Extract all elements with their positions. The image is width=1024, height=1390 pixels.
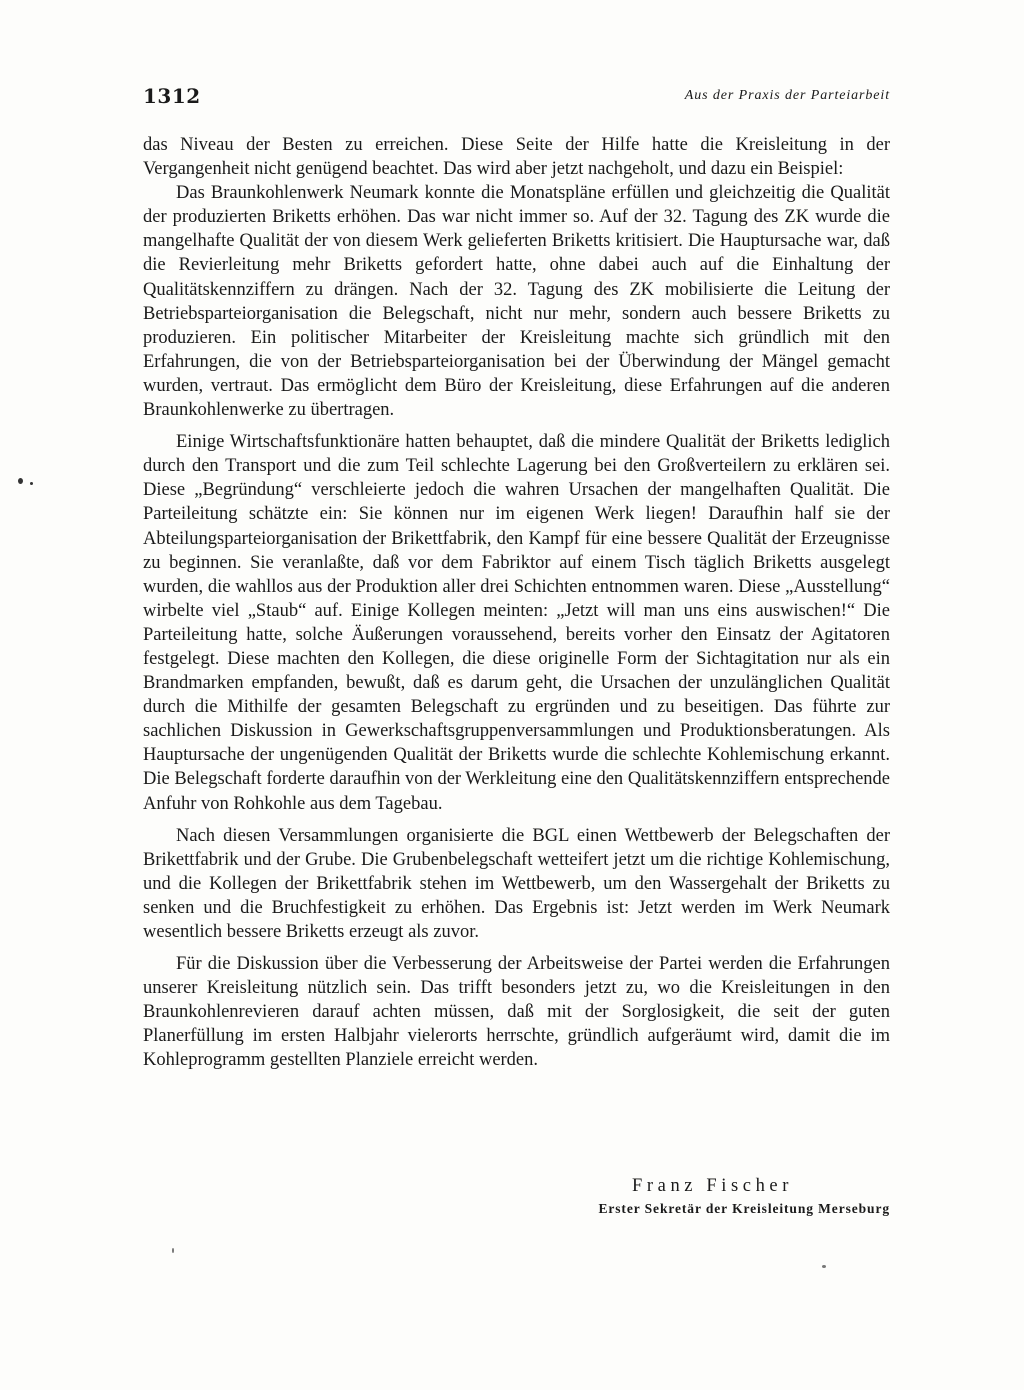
running-head: Aus der Praxis der Parteiarbeit xyxy=(684,88,890,103)
page-header xyxy=(143,84,890,112)
paragraph-3: Einige Wirtschaftsfunktionäre hatten behauptet, daß die mindere Qualität der Briketts lediglich durch den Transport und die zum Teil schlechte Lagerung bei den Großverteilern zu erklären sei. Diese „Begründung“ verschleierte jedoch die wahren Ursachen der mangelhaften Qualität. Die Parteileitung schätzte ein: Sie können nur im eigenen Werk liegen! Daraufhin half sie der Abteilungsparteiorganisation der Brikettfabrik, den Kampf für eine bessere Qualität der Erzeugnisse zu beginnen. Sie veranlaßte, daß vor dem Fabriktor auf einem Tisch täglich Briketts ausgelegt wurden, die wahllos aus der Produktion aller drei Schichten entnommen waren. Diese „Ausstellung“ wirbelte viel „Staub“ auf. Einige Kollegen meinten: „Jetzt will man uns eins auswischen!“ Die Parteileitung hatte, solche Äußerungen voraussehend, bereits vorher den Einsatz der Agitatoren festgelegt. Diese machten den Kollegen, die diese originelle Form der Sichtagitation nur als ein Brandmarken empfanden, bewußt, daß es darum geht, die Ursachen der unzulänglichen Qualität durch die Mithilfe der gesamten Belegschaft zu ergründen und zu beseitigen. Das führte zur sachlichen Diskussion in Gewerkschaftsgruppenversammlungen und Produktionsberatungen. Als Hauptursache der ungenügenden Qualität der Briketts wurde die schlechte Kohlemischung erkannt. Die Belegschaft forderte daraufhin von der Werkleitung eine den Qualitätskennziffern entsprechende Anfuhr von Rohkohle aus dem Tagebau. xyxy=(143,432,890,814)
paragraph-5: Für die Diskussion über die Verbesserung der Arbeitsweise der Partei werden die Erfahrungen unserer Kreisleitung nützlich sein. Das trifft besonders jetzt zu, wo die Kreisleitungen in den Braunkohlenrevieren darauf achten müssen, daß mit der Sorglosigkeit, die seit der guten Planerfüllung im ersten Halbjahr vielerorts herrschte, gründlich aufgeräumt wird, damit die im Kohleprogramm gestellten Planziele erreicht werden. xyxy=(143,954,890,1071)
paragraph-4: Nach diesen Versammlungen organisierte die BGL einen Wettbewerb der Belegschaften der Brikettfabrik und der Grube. Die Grubenbelegschaft wetteifert jetzt um die richtige Kohlemischung, und die Kollegen der Brikettfabrik stehen im Wettbewerb, um den Wassergehalt der Briketts zu senken und die Bruchfestigkeit zu erhöhen. Das Ergebnis ist: Jetzt werden im Werk Neumark wesentlich bessere Briketts erzeugt als zuvor. xyxy=(143,825,890,942)
paragraph-2: Das Braunkohlenwerk Neumark konnte die Monatspläne erfüllen und gleichzeitig die Qualität der produzierten Briketts erhöhen. Das war nicht immer so. Auf der 32. Tagung des ZK wurde die mangelhafte Qualität der von diesem Werk gelieferten Briketts kritisiert. Die Hauptursache war, daß die Revierleitung mehr Briketts gefordert hatte, ohne dabei auch auf die Einhaltung der Qualitätskennziffern zu drängen. Nach der 32. Tagung des ZK mobilisierte die Leitung der Betriebsparteiorganisation die Belegschaft, nicht nur mehr, sondern auch bessere Briketts zu produzieren. Ein politischer Mitarbeiter der Kreisleitung machte sich gründlich mit den Erfahrungen, die von der Betriebsparteiorganisation bei der Überwindung der Mängel gemacht wurden, vertraut. Das ermöglicht dem Büro der Kreisleitung, diese Erfahrungen auf die anderen Braunkohlenwerke zu übertragen. xyxy=(143,183,890,421)
author-name: Franz Fischer xyxy=(632,1176,794,1196)
scan-speck xyxy=(172,1248,174,1253)
article-body xyxy=(143,133,890,1073)
paragraph-1: das Niveau der Besten zu erreichen. Diese Seite der Hilfe hatte die Kreisleitung in der Vergangenheit nicht genügend beachtet. Das wird aber jetzt nachgeholt, und dazu ein Beispiel: xyxy=(143,135,890,180)
scan-speck xyxy=(822,1265,826,1268)
page-number: 1312 xyxy=(143,84,201,108)
margin-dot-mark xyxy=(16,476,38,488)
author-role: Erster Sekretär der Kreisleitung Merseburg xyxy=(598,1201,890,1216)
